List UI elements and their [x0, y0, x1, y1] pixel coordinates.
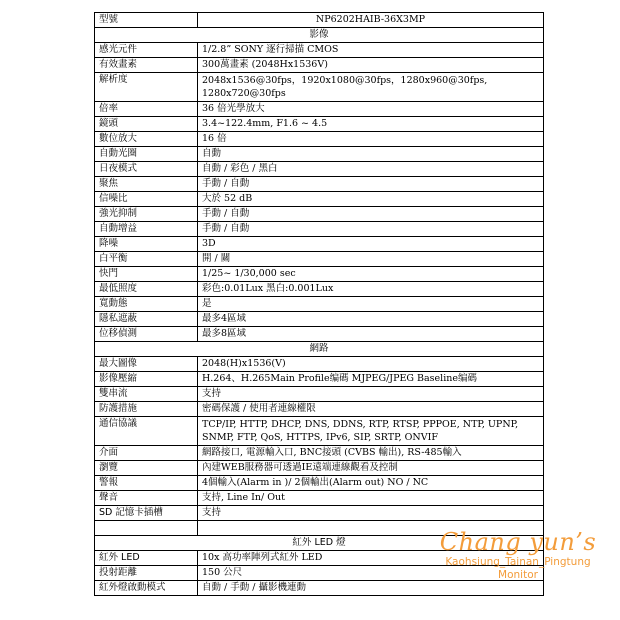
spec-value: 16 倍: [198, 132, 544, 147]
spec-row: [95, 506, 544, 521]
spec-key: [95, 521, 198, 536]
spec-key: 鏡頭: [95, 117, 198, 132]
spec-row: [95, 327, 544, 342]
spec-key: 紅外燈啟動模式: [95, 581, 198, 596]
spec-key: 寬動態: [95, 297, 198, 312]
spec-row: [95, 147, 544, 162]
spec-row: [95, 207, 544, 222]
spec-value: 自動 / 彩色 / 黑白: [198, 162, 544, 177]
spec-value: 10x 高功率陣列式紅外 LED: [198, 551, 544, 566]
spec-key: 有效畫素: [95, 58, 198, 73]
section-title: 紅外 LED 燈: [95, 536, 544, 551]
spec-value: 最多8區域: [198, 327, 544, 342]
spec-key: 位移偵測: [95, 327, 198, 342]
spec-row: [95, 192, 544, 207]
spec-key: 隱私遮蔽: [95, 312, 198, 327]
section-title: 影像: [95, 28, 544, 43]
spec-row: [95, 581, 544, 596]
spec-row: [95, 372, 544, 387]
spec-row: [95, 387, 544, 402]
spec-value: 密碼保護 / 使用者連線權限: [198, 402, 544, 417]
spec-key: 雙串流: [95, 387, 198, 402]
spec-key: 快門: [95, 267, 198, 282]
spec-value: H.264、H.265Main Profile编碼 MJPEG/JPEG Baseline编碼: [198, 372, 544, 387]
spec-value: 36 倍光學放大: [198, 102, 544, 117]
spec-value: TCP/IP, HTTP, DHCP, DNS, DDNS, RTP, RTSP, PPPOE, NTP, UPNP, SNMP, FTP, QoS, HTTPS, IPv6, SIP, SRTP, ONVIF: [198, 417, 544, 446]
spec-key: 聲音: [95, 491, 198, 506]
section-header-row: [95, 342, 544, 357]
watermark-subtitle: Monitor: [498, 569, 538, 581]
spec-row: [95, 58, 544, 73]
spec-row: [95, 282, 544, 297]
spec-row: [95, 117, 544, 132]
spec-value: 3D: [198, 237, 544, 252]
spec-table-body: [95, 13, 544, 596]
spec-key: 通信協議: [95, 417, 198, 446]
spec-row: [95, 476, 544, 491]
spec-value: 支持, Line In/ Out: [198, 491, 544, 506]
section-title: 網路: [95, 342, 544, 357]
spec-key: 瀏覽: [95, 461, 198, 476]
spec-row: [95, 491, 544, 506]
spec-value: 是: [198, 297, 544, 312]
spec-row: [95, 267, 544, 282]
spec-value: 手動 / 自動: [198, 222, 544, 237]
spec-key: 紅外 LED: [95, 551, 198, 566]
spec-row: [95, 252, 544, 267]
spec-value: 手動 / 自動: [198, 207, 544, 222]
spec-key: SD 記憶卡插槽: [95, 506, 198, 521]
spec-value: 300萬畫素 (2048Hx1536V): [198, 58, 544, 73]
spec-value: 支持: [198, 387, 544, 402]
spec-value: 2048(H)x1536(V): [198, 357, 544, 372]
spec-value: NP6202HAIB-36X3MP: [198, 13, 544, 28]
spec-key: 解析度: [95, 73, 198, 102]
spec-row: [95, 132, 544, 147]
spec-row: [95, 162, 544, 177]
spec-key: 投射距離: [95, 566, 198, 581]
spec-key: 介面: [95, 446, 198, 461]
spec-value: 內建WEB服務器可透過IE遠端連線觀看及控制: [198, 461, 544, 476]
spec-key: 最大圖像: [95, 357, 198, 372]
spec-value: 開 / 關: [198, 252, 544, 267]
spec-key: 降噪: [95, 237, 198, 252]
spec-key: 自動光圈: [95, 147, 198, 162]
model-row: [95, 13, 544, 28]
spec-row: [95, 43, 544, 58]
spec-value: 2048x1536@30fps，1920x1080@30fps，1280x960@30fps, 1280x720@30fps: [198, 73, 544, 102]
spec-value: 自動: [198, 147, 544, 162]
spec-value: 彩色:0.01Lux 黑白:0.001Lux: [198, 282, 544, 297]
spec-row: [95, 417, 544, 446]
spec-value: 1/25~ 1/30,000 sec: [198, 267, 544, 282]
spec-key: 感光元件: [95, 43, 198, 58]
spec-value: 4個輸入(Alarm in )/ 2個輸出(Alarm out) NO / NC: [198, 476, 544, 491]
spec-key: 日夜模式: [95, 162, 198, 177]
spec-value: 1/2.8” SONY 逐行掃描 CMOS: [198, 43, 544, 58]
spec-value: 網路接口, 電源輸入口, BNC接頭 (CVBS 輸出), RS-485輸入: [198, 446, 544, 461]
spec-row: [95, 461, 544, 476]
watermark: [418, 528, 618, 582]
spec-key: 聚焦: [95, 177, 198, 192]
watermark-brand: Chang yun’s: [439, 528, 597, 556]
spec-value: 支持: [198, 506, 544, 521]
spec-value: 自動 / 手動 / 攝影機連動: [198, 581, 544, 596]
spec-key: 影像壓縮: [95, 372, 198, 387]
spec-row: [95, 402, 544, 417]
spec-value: 3.4~122.4mm, F1.6 ~ 4.5: [198, 117, 544, 132]
spec-row: [95, 297, 544, 312]
spec-value: 大於 52 dB: [198, 192, 544, 207]
spec-row: [95, 312, 544, 327]
spec-key: 白平衡: [95, 252, 198, 267]
spec-row: [95, 73, 544, 102]
spec-value: 手動 / 自動: [198, 177, 544, 192]
spec-key: 強光抑制: [95, 207, 198, 222]
spec-key: 信噪比: [95, 192, 198, 207]
spec-key: 數位放大: [95, 132, 198, 147]
spec-key: 防護措施: [95, 402, 198, 417]
spec-row: [95, 237, 544, 252]
spec-key: 最低照度: [95, 282, 198, 297]
spec-row: [95, 357, 544, 372]
spec-key: 型號: [95, 13, 198, 28]
spec-key: 警報: [95, 476, 198, 491]
spec-row: [95, 102, 544, 117]
watermark-city: Kaohsiung_Tainan_Pingtung: [445, 556, 591, 568]
spec-row: [95, 177, 544, 192]
spec-key: 自動增益: [95, 222, 198, 237]
spec-value: 150 公尺: [198, 566, 544, 581]
spec-row: [95, 222, 544, 237]
spec-table: [94, 12, 544, 596]
section-header-row: [95, 28, 544, 43]
spec-key: 倍率: [95, 102, 198, 117]
spec-value: 最多4區域: [198, 312, 544, 327]
spec-row: [95, 446, 544, 461]
